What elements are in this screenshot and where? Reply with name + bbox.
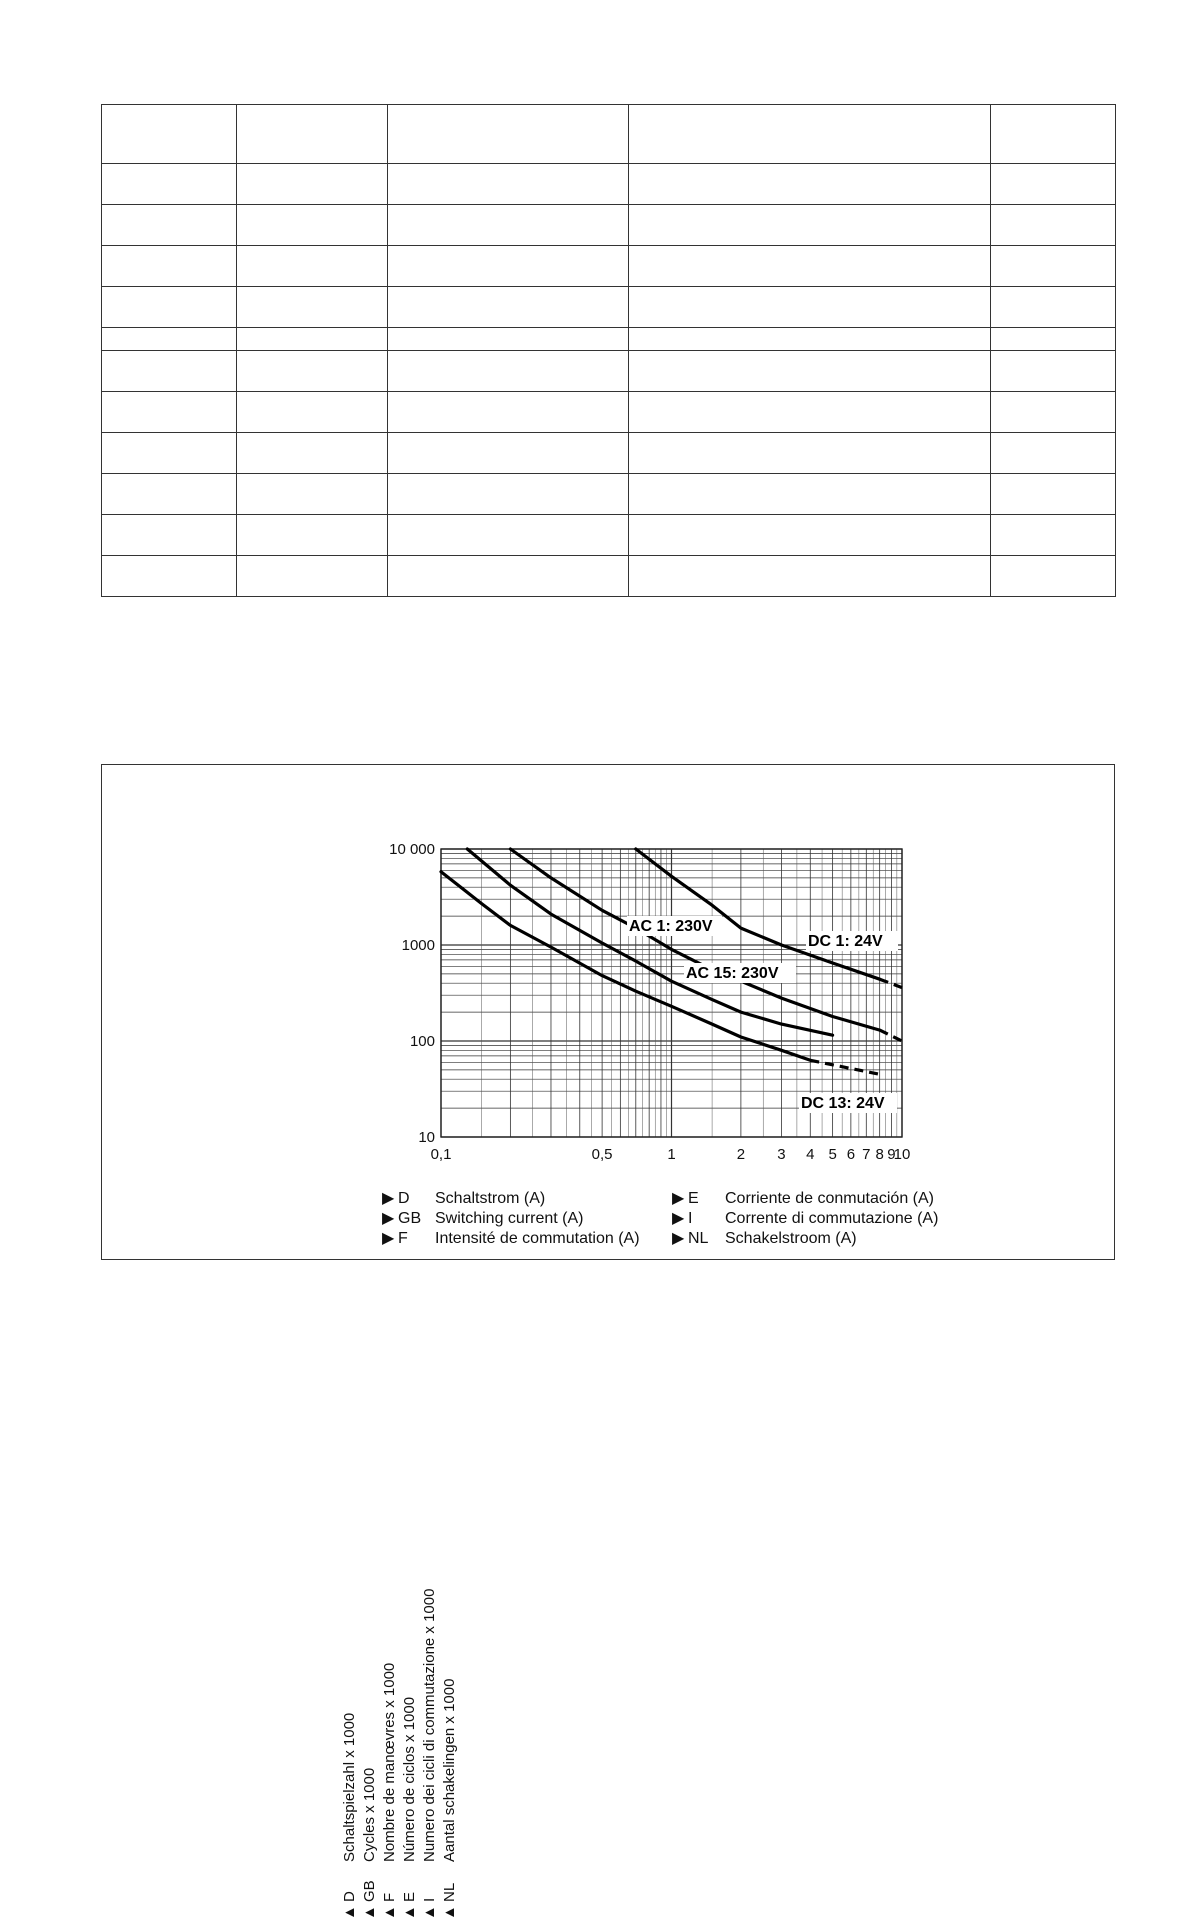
table-row — [102, 556, 1116, 597]
x-axis-title-label: Intensité de commutation (A) — [435, 1230, 640, 1247]
table-cell — [237, 433, 388, 474]
table-cell — [991, 164, 1116, 205]
table-cell — [102, 205, 237, 246]
x-axis-title-label: Corriente de conmutación (A) — [725, 1190, 934, 1207]
marker-icon: ▲ — [401, 1905, 418, 1920]
x-tick-label: 10 — [893, 1146, 911, 1163]
x-tick-label: 4 — [806, 1146, 815, 1163]
marker-icon: ▲ — [341, 1905, 358, 1920]
x-axis-title-row — [382, 1209, 652, 1229]
table-cell — [629, 556, 991, 597]
curve-annotation: DC 13: 24V — [801, 1095, 885, 1112]
table-cell — [237, 556, 388, 597]
marker-icon: ▶ — [382, 1230, 395, 1247]
curve-annotation: DC 1: 24V — [808, 933, 883, 950]
x-tick-label: 0,1 — [430, 1146, 452, 1163]
table-cell — [629, 287, 991, 328]
table-cell — [102, 556, 237, 597]
table-row — [102, 205, 1116, 246]
language-code: NL — [688, 1230, 709, 1247]
table-row — [102, 105, 1116, 164]
table-cell — [102, 164, 237, 205]
table-cell — [629, 164, 991, 205]
y-axis-title-row — [360, 1768, 380, 1920]
table-cell — [102, 287, 237, 328]
table-row — [102, 287, 1116, 328]
table-cell — [991, 392, 1116, 433]
table-cell — [237, 246, 388, 287]
y-tick-label: 10 — [418, 1129, 435, 1146]
table-cell — [237, 392, 388, 433]
table-row — [102, 515, 1116, 556]
marker-icon: ▶ — [672, 1190, 685, 1207]
x-tick-label: 1 — [667, 1146, 676, 1163]
y-axis-title-label: Numero dei cicli di commutazione x 1000 — [421, 1588, 438, 1862]
y-axis-title — [340, 1588, 550, 1920]
x-tick-label: 0,5 — [591, 1146, 613, 1163]
specs-table — [101, 104, 1116, 597]
x-axis-title-row — [382, 1229, 652, 1249]
table-row — [102, 246, 1116, 287]
marker-icon: ▶ — [382, 1190, 395, 1207]
language-code: F — [398, 1230, 408, 1247]
table-cell — [629, 328, 991, 351]
x-tick-label: 6 — [846, 1146, 856, 1163]
table-row — [102, 164, 1116, 205]
chart-frame — [101, 764, 1115, 1920]
table-cell — [629, 392, 991, 433]
marker-icon: ▲ — [441, 1905, 458, 1920]
x-axis-title-label: Switching current (A) — [435, 1210, 584, 1227]
x-tick-label: 7 — [862, 1146, 871, 1163]
table-cell — [237, 328, 388, 351]
series-line-dashed — [880, 1030, 902, 1041]
x-tick-label: 9 — [887, 1146, 896, 1163]
x-tick-label: 3 — [777, 1146, 786, 1163]
table-cell — [388, 105, 629, 164]
marker-icon: ▶ — [382, 1210, 395, 1227]
table-cell — [388, 433, 629, 474]
chart-svg — [102, 765, 1116, 1261]
y-axis-title-row — [400, 1697, 420, 1920]
table-cell — [991, 246, 1116, 287]
table-row — [102, 328, 1116, 351]
marker-icon: ▲ — [361, 1905, 378, 1920]
table-cell — [102, 474, 237, 515]
marker-icon: ▶ — [672, 1230, 685, 1247]
table-cell — [388, 474, 629, 515]
language-code: E — [688, 1190, 699, 1207]
x-axis-title-row — [672, 1189, 972, 1209]
table-cell — [388, 287, 629, 328]
table-cell — [388, 205, 629, 246]
x-axis-title-label: Schaltstrom (A) — [435, 1190, 546, 1207]
y-tick-label: 10 000 — [389, 841, 435, 858]
table-cell — [388, 246, 629, 287]
marker-icon: ▶ — [672, 1210, 685, 1227]
curve-annotation: AC 1: 230V — [629, 918, 713, 935]
y-axis-title-label: Nombre de manœvres x 1000 — [381, 1662, 398, 1862]
table-cell — [629, 433, 991, 474]
table-cell — [102, 351, 237, 392]
table-row — [102, 474, 1116, 515]
table-cell — [991, 328, 1116, 351]
table-cell — [991, 433, 1116, 474]
table-cell — [388, 515, 629, 556]
language-code: GB — [361, 1880, 378, 1902]
y-axis-title-label: Aantal schakelingen x 1000 — [441, 1678, 458, 1862]
table-cell — [991, 105, 1116, 164]
table-cell — [388, 351, 629, 392]
table-row — [102, 392, 1116, 433]
x-axis-title-left — [382, 1189, 652, 1249]
table-cell — [629, 246, 991, 287]
language-code: D — [398, 1190, 410, 1207]
table-cell — [629, 474, 991, 515]
table-row — [102, 433, 1116, 474]
table-cell — [102, 105, 237, 164]
specs-table-body — [102, 105, 1116, 597]
curve-annotation: AC 15: 230V — [686, 965, 779, 982]
x-tick-label: 8 — [875, 1146, 884, 1163]
table-cell — [102, 328, 237, 351]
table-cell — [237, 474, 388, 515]
y-axis-title-label: Schaltspielzahl x 1000 — [341, 1712, 358, 1862]
table-row — [102, 351, 1116, 392]
table-cell — [237, 287, 388, 328]
table-cell — [991, 351, 1116, 392]
y-axis-title-row — [340, 1713, 360, 1920]
language-code: D — [341, 1891, 358, 1902]
x-axis-title-row — [672, 1209, 972, 1229]
x-axis-title-label: Schakelstroom (A) — [725, 1230, 857, 1247]
table-cell — [629, 105, 991, 164]
table-cell — [991, 287, 1116, 328]
table-cell — [629, 351, 991, 392]
table-cell — [991, 474, 1116, 515]
table-cell — [388, 328, 629, 351]
table-cell — [991, 515, 1116, 556]
y-axis-title-row — [440, 1679, 460, 1920]
table-cell — [102, 433, 237, 474]
x-tick-label: 5 — [828, 1146, 837, 1163]
y-axis-title-label: Cycles x 1000 — [361, 1767, 378, 1862]
table-cell — [237, 105, 388, 164]
table-cell — [102, 246, 237, 287]
language-code: NL — [441, 1882, 458, 1902]
marker-icon: ▲ — [421, 1905, 438, 1920]
y-axis-title-row — [420, 1589, 440, 1920]
y-tick-label: 100 — [409, 1033, 435, 1050]
table-cell — [629, 515, 991, 556]
table-cell — [237, 205, 388, 246]
language-code: I — [421, 1897, 438, 1902]
language-code: E — [401, 1891, 418, 1902]
language-code: F — [381, 1892, 398, 1902]
table-cell — [629, 205, 991, 246]
y-tick-label: 1000 — [401, 937, 435, 954]
table-cell — [237, 351, 388, 392]
x-tick-label: 2 — [736, 1146, 746, 1163]
language-code: GB — [398, 1210, 422, 1227]
table-cell — [991, 205, 1116, 246]
table-cell — [388, 164, 629, 205]
table-cell — [388, 556, 629, 597]
x-axis-title-row — [382, 1189, 652, 1209]
table-cell — [388, 392, 629, 433]
table-cell — [237, 515, 388, 556]
table-cell — [102, 392, 237, 433]
x-axis-title-label: Corrente di commutazione (A) — [725, 1210, 939, 1227]
x-axis-title-row — [672, 1229, 972, 1249]
language-code: I — [688, 1210, 693, 1227]
table-cell — [102, 515, 237, 556]
y-axis-title-row — [380, 1663, 400, 1920]
y-axis-title-label: Número de ciclos x 1000 — [401, 1696, 418, 1862]
x-axis-title-right — [672, 1189, 972, 1249]
table-cell — [991, 556, 1116, 597]
table-cell — [237, 164, 388, 205]
marker-icon: ▲ — [381, 1905, 398, 1920]
